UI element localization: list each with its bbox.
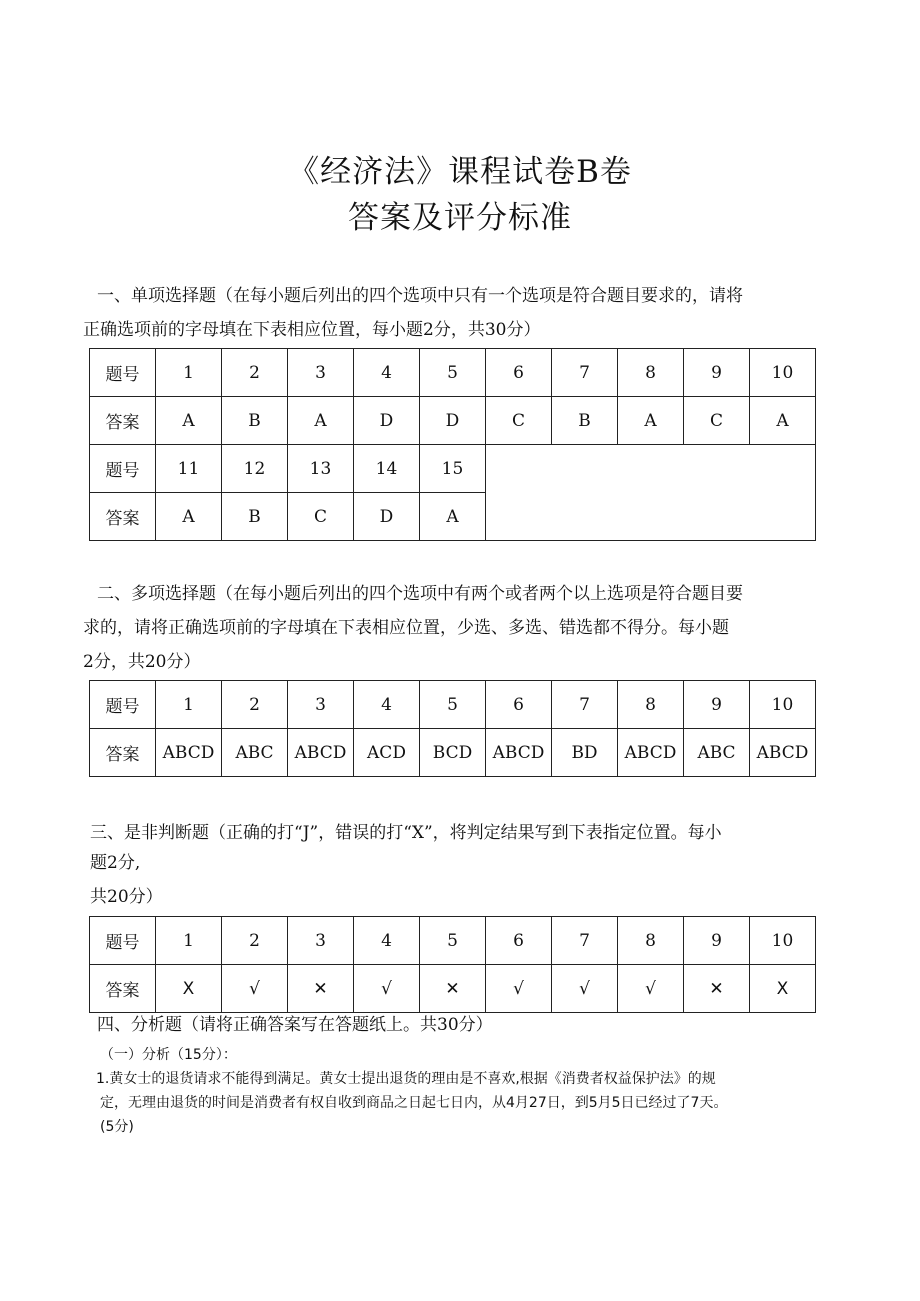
- answer-cell: √: [618, 965, 684, 1013]
- answer-cell: A: [618, 397, 684, 445]
- question-number: 12: [222, 445, 288, 493]
- answer-cell: X: [156, 965, 222, 1013]
- title-line-2: 答案及评分标准: [348, 200, 572, 236]
- question-number: 3: [288, 681, 354, 729]
- table-row: [90, 917, 816, 965]
- question-number: 6: [486, 917, 552, 965]
- question-number: 8: [618, 349, 684, 397]
- answer-cell: √: [486, 965, 552, 1013]
- answer-cell: B: [222, 397, 288, 445]
- section4-item1: [96, 1067, 826, 1139]
- section3-heading-line2: 题2分,: [90, 853, 141, 873]
- true-false-answer-table: [89, 916, 816, 1013]
- answer-cell: A: [156, 397, 222, 445]
- question-number: 5: [420, 681, 486, 729]
- answer-cell: ABCD: [156, 729, 222, 777]
- question-number: 11: [156, 445, 222, 493]
- section1-heading: [83, 279, 818, 347]
- section4-heading: 四、分析题（请将正确答案写在答题纸上。共30分）: [97, 1015, 493, 1035]
- answer-cell: ABC: [684, 729, 750, 777]
- question-number: 3: [288, 349, 354, 397]
- row-label-number: 题号: [90, 917, 156, 965]
- table-row: [90, 681, 816, 729]
- answer-cell: √: [354, 965, 420, 1013]
- row-label-answer: 答案: [90, 729, 156, 777]
- question-number: 6: [486, 681, 552, 729]
- question-number: 1: [156, 917, 222, 965]
- table-row: [90, 397, 816, 445]
- single-choice-answer-table: [89, 348, 816, 541]
- answer-cell: ABCD: [750, 729, 816, 777]
- answer-cell: ABC: [222, 729, 288, 777]
- question-number: 5: [420, 917, 486, 965]
- section1-heading-line1: 一、单项选择题（在每小题后列出的四个选项中只有一个选项是符合题目要求的，请将: [97, 286, 743, 306]
- question-number: 9: [684, 917, 750, 965]
- question-number: 4: [354, 681, 420, 729]
- table-row: [90, 349, 816, 397]
- table-row: [90, 965, 816, 1013]
- item1-line1: 1.黄女士的退货请求不能得到满足。黄女士提出退货的理由是不喜欢,根据《消费者权益保护法》的规: [96, 1071, 716, 1087]
- answer-cell: ✕: [420, 965, 486, 1013]
- section2-heading: [83, 577, 818, 679]
- question-number: 5: [420, 349, 486, 397]
- row-label-answer: 答案: [90, 965, 156, 1013]
- section3-heading-tail: [90, 880, 818, 914]
- answer-cell: C: [288, 493, 354, 541]
- answer-cell: A: [156, 493, 222, 541]
- section2-heading-line3: 2分，共20分）: [83, 652, 201, 672]
- answer-cell: D: [354, 397, 420, 445]
- answer-cell: ABCD: [486, 729, 552, 777]
- question-number: 9: [684, 349, 750, 397]
- section3-heading-line1: 三、是非判断题（正确的打“J”，错误的打“X”，将判定结果写到下表指定位置。每小: [90, 823, 722, 843]
- question-number: 15: [420, 445, 486, 493]
- item1-line2: 定，无理由退货的时间是消费者有权自收到商品之日起七日内，从4月27日，到5月5日已经过了7天。: [100, 1095, 728, 1111]
- question-number: 4: [354, 349, 420, 397]
- answer-cell: ABCD: [618, 729, 684, 777]
- answer-cell: ABCD: [288, 729, 354, 777]
- answer-cell: √: [552, 965, 618, 1013]
- answer-cell: D: [420, 397, 486, 445]
- answer-cell: BD: [552, 729, 618, 777]
- question-number: 8: [618, 681, 684, 729]
- answer-cell: X: [750, 965, 816, 1013]
- answer-cell: B: [222, 493, 288, 541]
- empty-merged-cell: [486, 445, 816, 541]
- section2-heading-line2: 求的，请将正确选项前的字母填在下表相应位置，少选、多选、错选都不得分。每小题: [83, 618, 729, 638]
- row-label-number: 题号: [90, 681, 156, 729]
- question-number: 4: [354, 917, 420, 965]
- question-number: 9: [684, 681, 750, 729]
- question-number: 2: [222, 681, 288, 729]
- answer-cell: A: [750, 397, 816, 445]
- section2-heading-line1: 二、多项选择题（在每小题后列出的四个选项中有两个或者两个以上选项是符合题目要: [97, 584, 743, 604]
- answer-cell: C: [486, 397, 552, 445]
- question-number: 3: [288, 917, 354, 965]
- answer-cell: B: [552, 397, 618, 445]
- question-number: 7: [552, 349, 618, 397]
- question-number: 2: [222, 349, 288, 397]
- answer-cell: C: [684, 397, 750, 445]
- question-number: 14: [354, 445, 420, 493]
- question-number: 10: [750, 349, 816, 397]
- answer-cell: A: [420, 493, 486, 541]
- answer-cell: D: [354, 493, 420, 541]
- question-number: 10: [750, 681, 816, 729]
- table-row: [90, 445, 816, 493]
- answer-cell: √: [222, 965, 288, 1013]
- question-number: 8: [618, 917, 684, 965]
- multiple-choice-answer-table: [89, 680, 816, 777]
- question-number: 10: [750, 917, 816, 965]
- table-row: [90, 729, 816, 777]
- row-label-answer: 答案: [90, 493, 156, 541]
- item1-line3: (5分): [100, 1119, 134, 1135]
- question-number: 7: [552, 681, 618, 729]
- question-number: 7: [552, 917, 618, 965]
- section4-subheading: （一）分析（15分）：: [100, 1047, 237, 1063]
- question-number: 1: [156, 681, 222, 729]
- question-number: 1: [156, 349, 222, 397]
- row-label-number: 题号: [90, 445, 156, 493]
- question-number: 13: [288, 445, 354, 493]
- title-line-1: 《经济法》课程试卷B卷: [288, 154, 632, 190]
- answer-cell: ✕: [684, 965, 750, 1013]
- section3-heading: [90, 818, 818, 878]
- answer-cell: ✕: [288, 965, 354, 1013]
- question-number: 6: [486, 349, 552, 397]
- section3-heading-line3: 共20分）: [90, 887, 163, 907]
- answer-cell: ACD: [354, 729, 420, 777]
- question-number: 2: [222, 917, 288, 965]
- answer-cell: A: [288, 397, 354, 445]
- row-label-answer: 答案: [90, 397, 156, 445]
- answer-cell: BCD: [420, 729, 486, 777]
- row-label-number: 题号: [90, 349, 156, 397]
- section1-heading-line2: 正确选项前的字母填在下表相应位置，每小题2分，共30分）: [83, 320, 541, 340]
